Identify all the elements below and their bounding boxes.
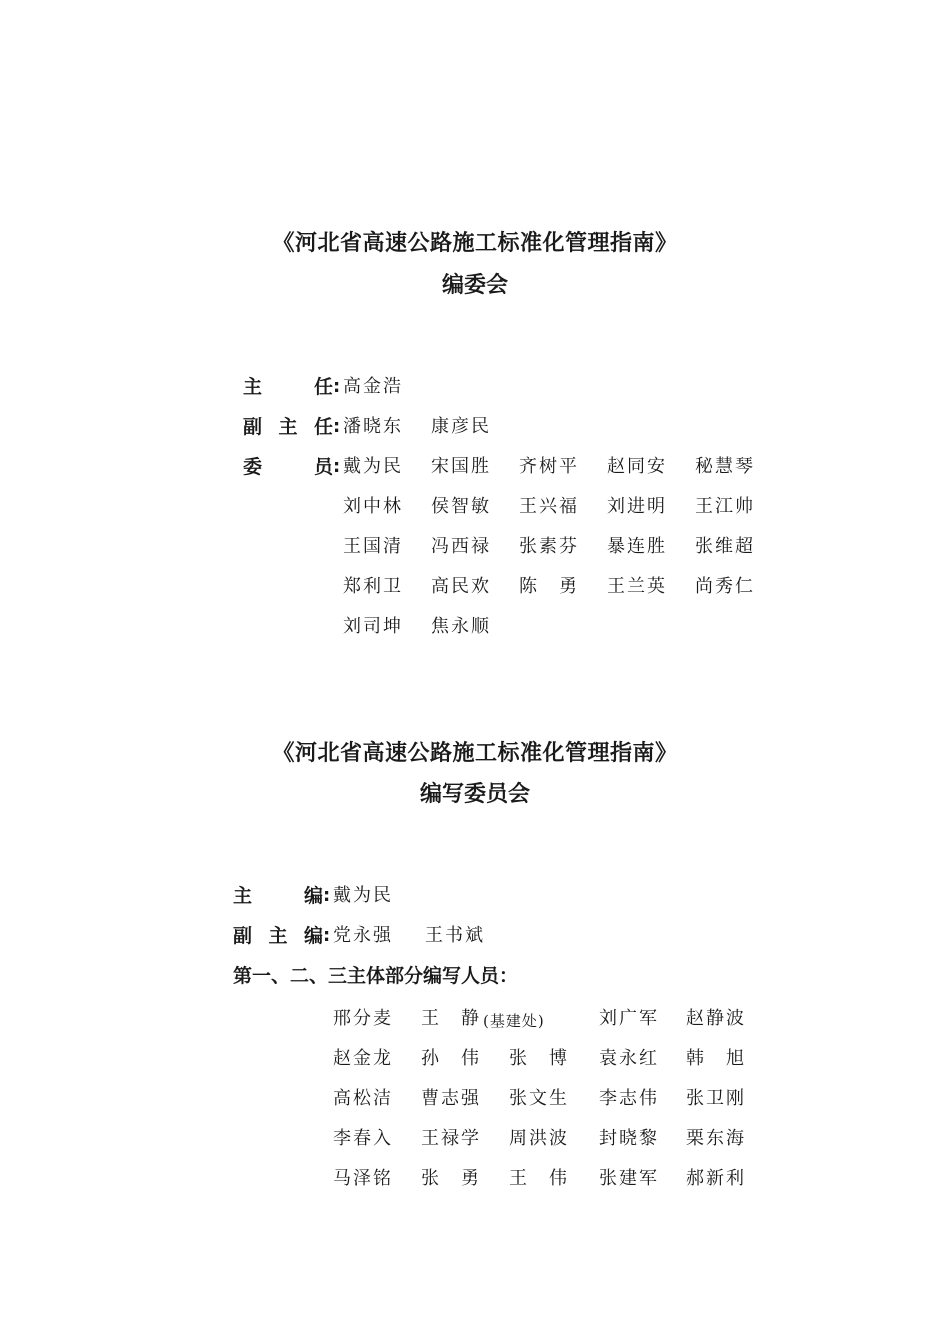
chief-editor-label: 主 编 [233,885,323,907]
writer-name: 赵金龙 [333,1048,393,1069]
deputy-director-row [243,412,803,442]
member-name: 王江帅 [695,496,755,517]
writer-name: 韩 旭 [686,1048,746,1069]
writer-name: 封晓黎 [599,1128,659,1149]
writer-name: 王 伟 [509,1168,569,1189]
section1-title: 《河北省高速公路施工标准化管理指南》 [272,231,678,256]
member-name: 宋国胜 [431,456,491,477]
member-name: 戴为民 [343,456,403,477]
writer-name: 邢分麦 [333,1008,393,1029]
deputy-editor-row [233,921,793,951]
member-name: 张维超 [695,536,755,557]
member-name: 刘中林 [343,496,403,517]
director-label: 主 任 [243,376,333,398]
member-name: 焦永顺 [431,616,491,637]
chief-editor-name: 戴为民 [333,885,393,906]
writer-name: 马泽铭 [333,1168,393,1189]
member-name: 王兴福 [519,496,579,517]
writer-name: 郝新利 [686,1168,746,1189]
deputy-editor-label: 副 主 编 [233,925,323,947]
director-name: 高金浩 [343,376,403,397]
writer-name: 曹志强 [421,1088,481,1109]
member-name: 王国清 [343,536,403,557]
deputy-director-name: 康彦民 [431,416,491,437]
writer-name: 孙 伟 [421,1048,481,1069]
deputy-editor-name: 王书斌 [425,925,485,946]
writer-name: 张建军 [599,1168,659,1189]
writer-name: 栗东海 [686,1128,746,1149]
member-name: 张素芬 [519,536,579,557]
member-name: 陈 勇 [519,576,579,597]
deputy-editor-colon: : [323,925,331,946]
member-name: 郑利卫 [343,576,403,597]
member-name: 尚秀仁 [695,576,755,597]
writer-name: 赵静波 [686,1008,746,1029]
member-name: 秘慧琴 [695,456,755,477]
chief-editor-row [233,881,793,911]
writer-name: 周洪波 [509,1128,569,1149]
deputy-director-name: 潘晓东 [343,416,403,437]
writer-note: (基建处) [483,1012,545,1030]
member-name: 齐树平 [519,456,579,477]
deputy-director-colon: : [333,416,341,437]
section2-title: 《河北省高速公路施工标准化管理指南》 [272,741,678,766]
section2-subtitle: 编写委员会 [419,782,530,807]
member-name: 冯西禄 [431,536,491,557]
chief-editor-colon: : [323,885,331,906]
member-name: 王兰英 [607,576,667,597]
member-name: 侯智敏 [431,496,491,517]
writer-name: 李志伟 [599,1088,659,1109]
member-name: 高民欢 [431,576,491,597]
section1-subtitle: 编委会 [441,273,508,298]
writer-name: 张卫刚 [686,1088,746,1109]
writers-heading: 第一、二、三主体部分编写人员： [233,965,519,987]
writer-name: 李春入 [333,1128,393,1149]
member-name: 暴连胜 [607,536,667,557]
member-name: 刘司坤 [343,616,403,637]
writer-name: 高松洁 [333,1088,393,1109]
writer-name: 王 静 [421,1008,481,1029]
writer-name: 王禄学 [421,1128,481,1149]
members-colon: : [333,456,341,477]
director-colon: : [333,376,341,397]
writer-name: 张 博 [509,1048,569,1069]
member-name: 刘进明 [607,496,667,517]
member-name: 赵同安 [607,456,667,477]
writer-name: 袁永红 [599,1048,659,1069]
deputy-editor-name: 党永强 [333,925,393,946]
writer-name: 张 勇 [421,1168,481,1189]
director-row [243,372,803,402]
members-label: 委 员 [243,456,333,478]
writer-name: 刘广军 [599,1008,659,1029]
writer-name: 张文生 [509,1088,569,1109]
deputy-director-label: 副 主 任 [243,416,333,438]
